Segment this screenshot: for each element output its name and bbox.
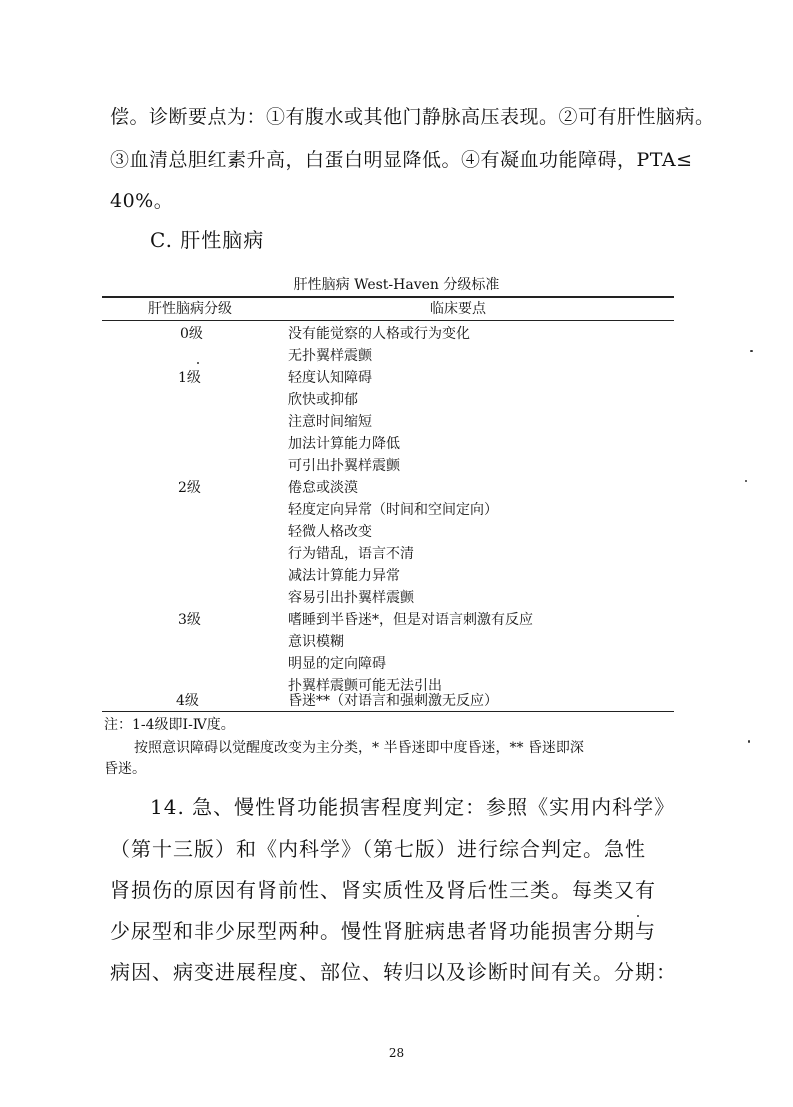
feature-item: 嗜睡到半昏迷*，但是对语言刺激有反应 bbox=[288, 612, 533, 628]
feature-item: 无扑翼样震颤 bbox=[288, 348, 372, 364]
page-number: 28 bbox=[388, 1046, 405, 1060]
feature-item: 容易引出扑翼样震颤 bbox=[288, 590, 414, 606]
intro-paragraph-line: ③血清总胆红素升高，白蛋白明显降低。④有凝血功能障碍，PTA≤ bbox=[110, 149, 693, 171]
grade-label: 3级 bbox=[178, 612, 201, 628]
table-note: 注：1-4级即Ⅰ-Ⅳ度。 bbox=[104, 717, 235, 733]
feature-item: 轻微人格改变 bbox=[288, 524, 372, 540]
scan-speck bbox=[745, 480, 747, 482]
body-paragraph-line: （第十三版）和《内科学》（第七版）进行综合判定。急性 bbox=[110, 837, 646, 861]
feature-item: 欣快或抑郁 bbox=[288, 392, 358, 408]
body-paragraph-line: 病因、病变进展程度、部位、转归以及诊断时间有关。分期： bbox=[110, 960, 677, 984]
feature-item: 注意时间缩短 bbox=[288, 414, 372, 430]
table-bottom-rule bbox=[102, 711, 674, 712]
grade-label: 0级 bbox=[180, 326, 203, 342]
feature-item: 行为错乱，语言不清 bbox=[288, 546, 414, 562]
table-note: 按照意识障碍以觉醒度改变为主分类，* 半昏迷即中度昏迷，** 昏迷即深 bbox=[134, 740, 584, 756]
table-note: 昏迷。 bbox=[104, 761, 146, 777]
feature-item: 倦怠或淡漠 bbox=[288, 480, 358, 496]
feature-item: 减法计算能力异常 bbox=[288, 568, 400, 584]
feature-item: 轻度认知障碍 bbox=[288, 370, 372, 386]
body-paragraph-line: 肾损伤的原因有肾前性、肾实质性及肾后性三类。每类又有 bbox=[110, 878, 656, 902]
table-header-grade: 肝性脑病分级 bbox=[148, 301, 232, 317]
feature-item: 扑翼样震颤可能无法引出 bbox=[288, 678, 442, 694]
scan-speck bbox=[197, 362, 199, 364]
table-top-rule bbox=[102, 296, 674, 298]
feature-item: 轻度定向异常（时间和空间定向） bbox=[288, 502, 498, 518]
feature-item: 明显的定向障碍 bbox=[288, 656, 386, 672]
scan-speck bbox=[637, 915, 639, 917]
feature-item: 加法计算能力降低 bbox=[288, 436, 400, 452]
grade-label: 2级 bbox=[178, 480, 201, 496]
grade-label: 4级 bbox=[176, 693, 199, 709]
feature-item: 可引出扑翼样震颤 bbox=[288, 458, 400, 474]
section-heading: C. 肝性脑病 bbox=[150, 228, 265, 252]
feature-item: 昏迷**（对语言和强刺激无反应） bbox=[288, 693, 498, 709]
table-header-features: 临床要点 bbox=[430, 301, 486, 317]
table-header-rule bbox=[102, 320, 674, 321]
feature-item: 没有能觉察的人格或行为变化 bbox=[288, 326, 470, 342]
body-paragraph-line: 少尿型和非少尿型两种。慢性肾脏病患者肾功能损害分期与 bbox=[110, 919, 656, 943]
grade-label: 1级 bbox=[178, 370, 201, 386]
feature-item: 意识模糊 bbox=[288, 634, 344, 650]
intro-paragraph-line: 偿。诊断要点为：①有腹水或其他门静脉高压表现。②可有肝性脑病。 bbox=[110, 106, 715, 128]
scan-speck bbox=[748, 740, 750, 743]
table-caption: 肝性脑病 West-Haven 分级标准 bbox=[293, 277, 500, 293]
body-paragraph-line: 14. 急、慢性肾功能损害程度判定：参照《实用内科学》 bbox=[150, 795, 676, 819]
intro-paragraph-line: 40%。 bbox=[110, 190, 174, 212]
scan-speck bbox=[750, 350, 753, 352]
